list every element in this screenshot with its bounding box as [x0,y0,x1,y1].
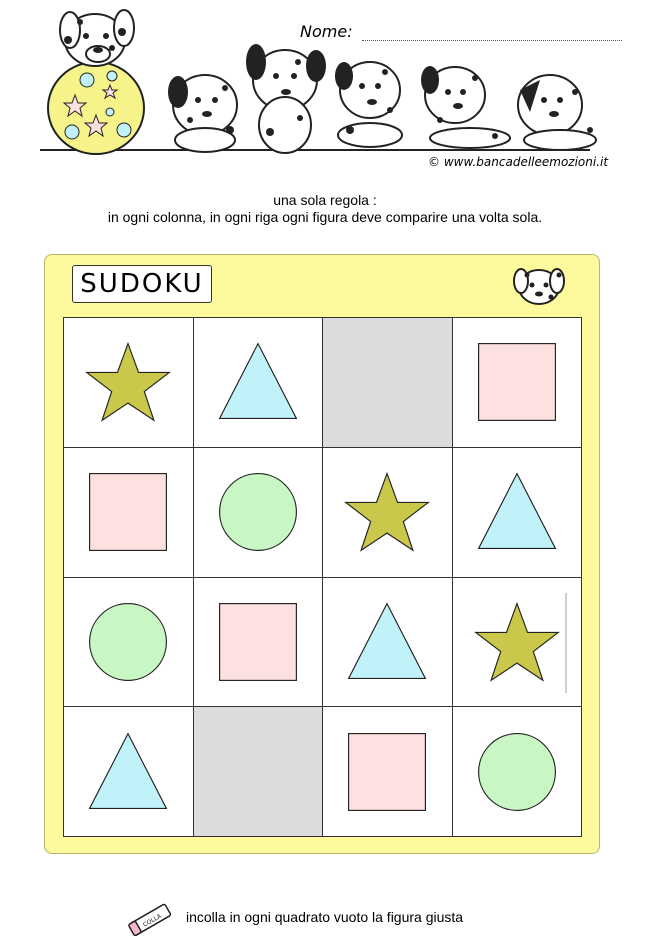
star-shape [339,464,435,560]
triangle-shape [339,594,435,690]
sudoku-board [44,254,600,854]
triangle-shape [210,334,306,430]
empty-cell[interactable] [194,707,323,836]
square-shape [339,724,435,820]
star-shape [469,594,565,690]
grid-cell [64,578,193,707]
triangle-shape [469,464,565,560]
grid-cell [64,707,193,836]
glue-stick-label: COLLA [141,912,163,929]
empty-cell[interactable] [323,318,452,447]
square-shape [80,464,176,560]
square-shape [469,334,565,430]
grid-cell [194,448,323,577]
triangle-shape [80,724,176,820]
grid-cell [323,707,452,836]
grid-cell [194,318,323,447]
divider [565,593,567,693]
name-field[interactable] [362,40,622,41]
sudoku-title: SUDOKU [72,265,212,303]
grid-cell [64,318,193,447]
name-label: Nome: [300,22,353,41]
grid-cell [453,707,582,836]
ball-icon [48,62,144,154]
rules-text [0,192,650,226]
dalmatian-face-icon [511,263,567,307]
grid-cell [453,578,582,707]
rules-line-2: in ogni colonna, in ogni riga ogni figura deve comparire una volta sola. [107,209,543,225]
header [0,0,650,180]
grid-cell [194,578,323,707]
grid-cell [323,448,452,577]
grid-cell [64,448,193,577]
rules-line-1: una sola regola : [273,192,377,208]
instruction-text: incolla in ogni quadrato vuoto la figura giusta [186,909,464,925]
grid-cell [453,448,582,577]
star-shape [80,334,176,430]
square-shape [210,594,306,690]
circle-shape [80,594,176,690]
circle-shape [210,464,306,560]
sudoku-grid [63,317,582,837]
grid-cell [323,578,452,707]
footer [0,900,650,940]
grid-cell [453,318,582,447]
copyright-text: © www.bancadelleemozioni.it [428,155,609,169]
glue-stick-icon [126,900,178,936]
circle-shape [469,724,565,820]
